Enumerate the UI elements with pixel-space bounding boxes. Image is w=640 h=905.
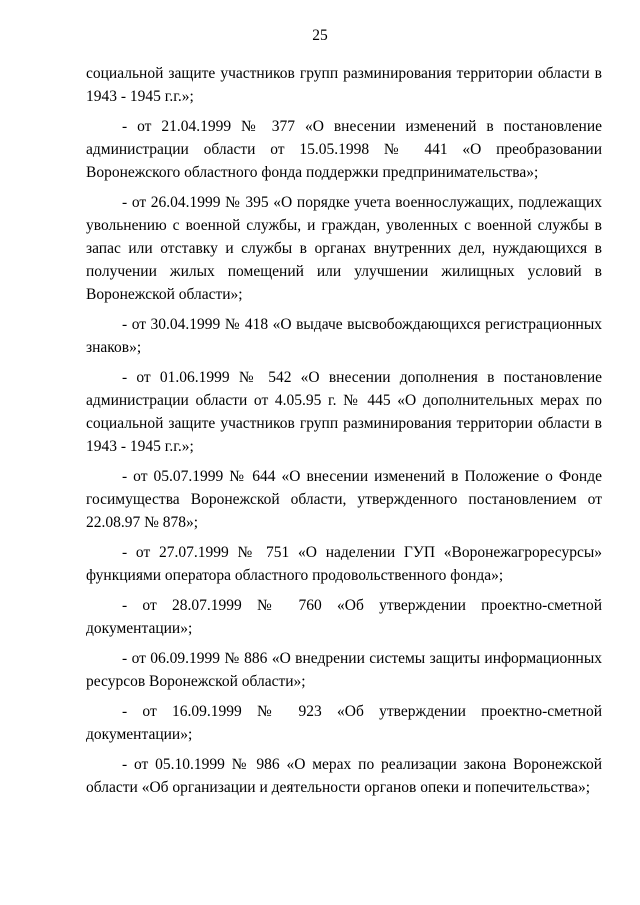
list-item-923: - от 16.09.1999 № 923 «Об утверждении проектно-сметной документации»; bbox=[86, 703, 602, 743]
list-item-760: - от 28.07.1999 № 760 «Об утверждении проектно-сметной документации»; bbox=[86, 597, 602, 637]
list-item-644: - от 05.07.1999 № 644 «О внесении изменений в Положение о Фонде госимущества Воронежской области, утвержденного постановлением от 22.08.97 № 878»; bbox=[86, 468, 602, 531]
list-item-542: - от 01.06.1999 № 542 «О внесении дополнения в постановление администрации области от 4.05.95 г. № 445 «О дополнительных мерах по социальной защите участников групп разминирования территории области в 1943 - 1945 г.г.»; bbox=[86, 369, 602, 455]
document-body bbox=[86, 62, 602, 806]
list-item-418: - от 30.04.1999 № 418 «О выдаче высвобождающихся регистрационных знаков»; bbox=[86, 316, 602, 356]
list-item-377: - от 21.04.1999 № 377 «О внесении изменений в постановление администрации области от 15.05.1998 № 441 «О преобразовании Воронежского областного фонда поддержки предпринимательства»; bbox=[86, 118, 602, 181]
list-item-986: - от 05.10.1999 № 986 «О мерах по реализации закона Воронежской области «Об организации и деятельности органов опеки и попечительства»; bbox=[86, 756, 602, 796]
page-number: 25 bbox=[312, 27, 328, 44]
paragraph-continuation: социальной защите участников групп разминирования территории области в 1943 - 1945 г.г.»; bbox=[86, 65, 602, 105]
list-item-395: - от 26.04.1999 № 395 «О порядке учета военнослужащих, подлежащих увольнению с военной службы, и граждан, уволенных с военной службы в запас или отставку и службы в органах внутренних дел, нуждающихся в получении жилых помещений или улучшении жилищных условий в Воронежской области»; bbox=[86, 194, 602, 303]
list-item-886: - от 06.09.1999 № 886 «О внедрении системы защиты информационных ресурсов Воронежской области»; bbox=[86, 650, 602, 690]
list-item-751: - от 27.07.1999 № 751 «О наделении ГУП «Воронежагроресурсы» функциями оператора областного продовольственного фонда»; bbox=[86, 544, 602, 584]
